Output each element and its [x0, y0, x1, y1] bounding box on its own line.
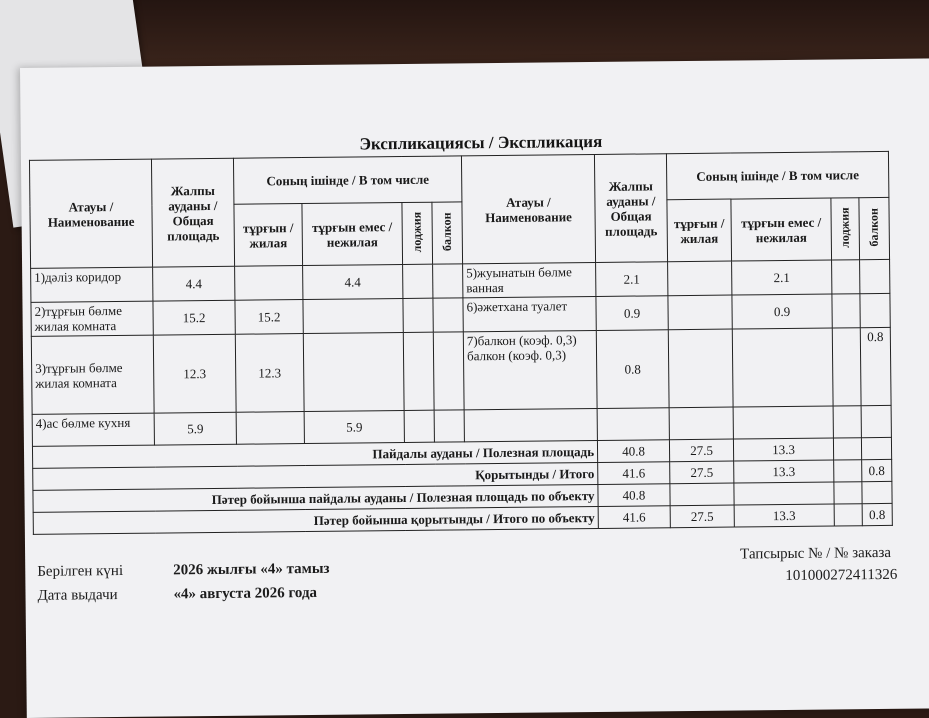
header-total-right: Жалпы ауданы / Общая площадь [594, 154, 667, 263]
summary-label: Қорытынды / Итого [33, 462, 598, 490]
summary-nonliving: 13.3 [733, 438, 833, 461]
room-total [597, 408, 669, 441]
room-loggia [833, 406, 861, 438]
room-living [235, 266, 303, 301]
summary-living: 27.5 [669, 439, 733, 462]
room-nonliving: 5.9 [304, 410, 404, 443]
room-living: 12.3 [235, 334, 304, 413]
document-title: Экспликациясы / Экспликация [359, 131, 603, 154]
summary-balcony: 0.8 [862, 503, 892, 525]
room-name: 5)жуынатын бөлме ванная [463, 262, 596, 297]
document-sheet [20, 58, 929, 718]
room-name: 6)әжетхана туалет [463, 296, 596, 331]
room-balcony [861, 405, 891, 437]
room-total: 12.3 [153, 334, 236, 413]
summary-living: 27.5 [670, 461, 734, 484]
room-balcony [434, 410, 464, 442]
room-living [668, 295, 732, 330]
room-name: 3)тұрғын бөлме жилая комната [31, 335, 154, 414]
room-nonliving [732, 328, 833, 407]
room-loggia [404, 410, 434, 442]
summary-nonliving: 13.3 [734, 460, 834, 483]
room-total: 4.4 [153, 266, 235, 301]
order-label: Тапсырыс № / № заказа [740, 544, 892, 563]
room-name [464, 408, 597, 441]
header-total: Жалпы ауданы / Общая площадь [151, 158, 234, 267]
summary-nonliving [734, 482, 834, 505]
room-balcony: 0.8 [860, 327, 891, 405]
room-nonliving: 4.4 [303, 265, 403, 300]
room-nonliving [733, 406, 833, 439]
issued-kz-value: 2026 жылғы «4» тамыз [173, 560, 330, 579]
room-living [668, 261, 732, 296]
room-total: 15.2 [153, 300, 235, 335]
room-balcony [433, 264, 463, 298]
summary-balcony [861, 437, 891, 459]
summary-label: Пайдалы ауданы / Полезная площадь [32, 440, 597, 468]
header-loggia: лоджия [402, 202, 433, 264]
issued-kz-label: Берілген күні [37, 562, 124, 580]
room-total: 5.9 [154, 412, 236, 445]
header-name: Атауы / Наименование [29, 159, 152, 268]
issued-ru-label: Дата выдачи [37, 587, 118, 604]
header-living-right: тұрғын / жилая [667, 199, 732, 262]
room-name: 7)балкон (коэф. 0,3) балкон (коэф. 0,3) [463, 330, 597, 409]
summary-loggia [834, 482, 862, 504]
summary-label: Пәтер бойынша қорытынды / Итого по объекту [33, 506, 598, 534]
room-name: 2)тұрғын бөлме жилая комната [31, 301, 153, 336]
summary-loggia [834, 460, 862, 482]
room-nonliving: 0.9 [732, 294, 832, 329]
summary-living [670, 483, 734, 506]
header-including-right: Соның ішінде / В том числе [666, 151, 888, 199]
room-name: 1)дәліз коридор [31, 267, 153, 302]
summary-total: 40.8 [597, 440, 669, 463]
room-total: 0.9 [596, 296, 668, 331]
room-loggia [403, 264, 433, 298]
room-total: 2.1 [596, 262, 668, 297]
room-nonliving [303, 299, 403, 334]
room-living [668, 329, 733, 408]
room-total: 0.8 [596, 330, 669, 409]
issued-ru-value: «4» августа 2026 года [173, 584, 318, 603]
header-name-right: Атауы / Наименование [461, 154, 595, 263]
header-including: Соның ішінде / В том числе [233, 156, 461, 204]
order-number: 101000272411326 [785, 566, 898, 585]
summary-loggia [834, 504, 862, 526]
room-name: 4)ас бөлме кухня [32, 413, 154, 446]
summary-label: Пәтер бойынша пайдалы ауданы / Полезная площадь по объекту [33, 484, 598, 512]
header-living: тұрғын / жилая [234, 204, 303, 267]
room-balcony [433, 332, 464, 410]
header-balcony: балкон [432, 202, 463, 264]
room-living: 15.2 [235, 300, 303, 335]
summary-balcony: 0.8 [862, 459, 892, 481]
header-loggia-right: лоджия [831, 198, 860, 260]
header-nonliving: тұрғын емес / нежилая [302, 203, 403, 266]
header-balcony-right: балкон [859, 197, 890, 259]
room-balcony [860, 259, 890, 293]
room-living [669, 407, 733, 440]
room-balcony [860, 293, 890, 327]
room-loggia [832, 294, 860, 328]
summary-balcony [862, 481, 892, 503]
explication-table [29, 151, 893, 535]
room-loggia [832, 328, 861, 406]
room-loggia [403, 332, 434, 410]
header-nonliving-right: тұрғын емес / нежилая [731, 198, 832, 261]
summary-total: 40.8 [598, 484, 670, 507]
summary-loggia [833, 438, 861, 460]
summary-nonliving: 13.3 [734, 504, 834, 527]
table-row [31, 327, 891, 414]
room-nonliving [303, 333, 404, 412]
summary-living: 27.5 [670, 505, 734, 528]
summary-total: 41.6 [598, 462, 670, 485]
room-loggia [403, 298, 433, 332]
room-living [236, 412, 304, 445]
room-nonliving: 2.1 [732, 260, 832, 295]
room-balcony [433, 298, 463, 332]
room-loggia [832, 260, 860, 294]
summary-total: 41.6 [598, 506, 670, 529]
